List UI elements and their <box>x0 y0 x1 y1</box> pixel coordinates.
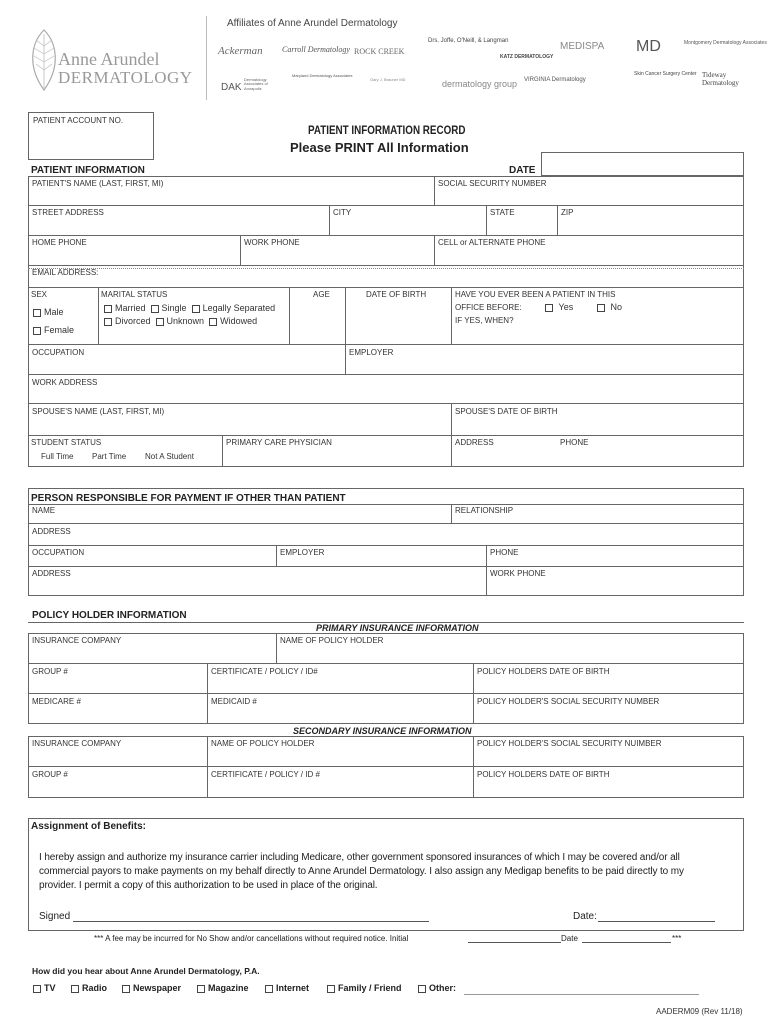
affiliate-logo: KATZ DERMATOLOGY <box>500 54 554 60</box>
label: POLICY HOLDERS DATE OF BIRTH <box>477 770 610 779</box>
label: PRIMARY CARE PHYSICIAN <box>226 438 332 447</box>
affiliate-logo: VIRGINIA Dermatology <box>524 77 586 83</box>
affiliate-logo: DAK <box>221 82 242 93</box>
married-option[interactable] <box>104 303 146 313</box>
resp-address2-field[interactable] <box>28 566 487 596</box>
label: Other: <box>429 983 456 993</box>
label: WORK PHONE <box>244 238 300 247</box>
resp-phone-field[interactable] <box>486 545 744 567</box>
label: Newspaper <box>133 983 182 993</box>
label: HAVE YOU EVER BEEN A PATIENT IN THIS <box>455 290 616 299</box>
initial-line[interactable] <box>468 942 561 943</box>
affiliate-logo: Montgomery Dermatology Associates <box>684 40 767 46</box>
primary-ins-title: PRIMARY INSURANCE INFORMATION <box>316 623 479 633</box>
rule <box>28 622 744 623</box>
label: IF YES, WHEN? <box>455 316 514 325</box>
widowed-option[interactable] <box>209 316 257 326</box>
responsible-section-title: PERSON RESPONSIBLE FOR PAYMENT IF OTHER THAN PATIENT <box>31 493 346 504</box>
checkbox-icon[interactable] <box>327 985 335 993</box>
assignment-title: Assignment of Benefits: <box>31 821 147 832</box>
label: OCCUPATION <box>32 348 85 357</box>
sec-holder-name-field[interactable] <box>207 736 474 767</box>
sec-certificate-field[interactable] <box>207 766 474 798</box>
male-option[interactable] <box>33 308 64 317</box>
label: CERTIFICATE / POLICY / ID # <box>211 770 320 779</box>
sec-holder-ssn-field[interactable] <box>473 736 744 767</box>
work-address-field[interactable] <box>28 374 744 404</box>
sec-ins-company-field[interactable] <box>28 736 208 767</box>
label: INSURANCE COMPANY <box>32 739 122 748</box>
label: Female <box>44 325 75 335</box>
state-field[interactable] <box>486 205 558 236</box>
affiliate-logo: Ackerman <box>218 45 263 57</box>
date-label: DATE <box>509 165 536 176</box>
signed-label: Signed <box>39 911 71 922</box>
label: STREET ADDRESS <box>32 208 104 217</box>
checkbox-icon[interactable] <box>197 985 205 993</box>
pcp-address-field[interactable] <box>451 435 744 467</box>
secondary-ins-title: SECONDARY INSURANCE INFORMATION <box>293 726 472 736</box>
work-phone-field[interactable] <box>240 235 435 266</box>
label: DATE OF BIRTH <box>366 290 427 299</box>
certificate-field[interactable] <box>207 663 474 694</box>
checkbox-icon[interactable] <box>156 318 164 326</box>
resp-address-field[interactable] <box>28 523 744 546</box>
checkbox-icon[interactable] <box>33 327 41 335</box>
label: Widowed <box>220 316 258 326</box>
referral-tv[interactable] <box>33 983 56 993</box>
occupation-field[interactable] <box>28 344 346 375</box>
city-field[interactable] <box>329 205 487 236</box>
label: GROUP # <box>32 667 68 676</box>
label: Single <box>161 303 187 313</box>
label: PATIENT'S NAME (LAST, FIRST, MI) <box>32 179 164 188</box>
fee-date-label: Date <box>561 934 578 943</box>
checkbox-icon[interactable] <box>33 985 41 993</box>
marital-row1 <box>104 304 275 313</box>
yes-option[interactable] <box>545 303 573 312</box>
label: NAME OF POLICY HOLDER <box>211 739 315 748</box>
label: Radio <box>82 983 108 993</box>
sec-group-field[interactable] <box>28 766 208 798</box>
label: SPOUSE'S NAME (LAST, FIRST, MI) <box>32 407 165 416</box>
account-no-box[interactable] <box>28 112 154 160</box>
dob-field[interactable] <box>345 287 452 345</box>
affiliates-title: Affiliates of Anne Arundel Dermatology <box>227 18 398 29</box>
patient-section-title: PATIENT INFORMATION <box>31 165 145 176</box>
logo <box>24 26 200 96</box>
referral-family[interactable] <box>327 983 402 993</box>
checkbox-icon[interactable] <box>104 305 112 313</box>
affiliate-logo: Dermatology Associates of Annapolis <box>244 77 268 91</box>
divorced-option[interactable] <box>104 316 151 326</box>
ins-company-field[interactable] <box>28 633 277 664</box>
label: OFFICE BEFORE: <box>455 303 522 312</box>
resp-name-field[interactable] <box>28 504 452 524</box>
affiliate-logo: Carroll Dermatology <box>282 45 350 54</box>
label: MEDICAID # <box>211 697 257 706</box>
checkbox-icon[interactable] <box>545 304 553 312</box>
other-line[interactable] <box>464 994 699 995</box>
resp-relationship-field[interactable] <box>451 504 744 524</box>
policy-section-title: POLICY HOLDER INFORMATION <box>32 610 187 621</box>
label: POLICY HOLDER'S SOCIAL SECURITY NUIMBER <box>477 739 662 748</box>
ssn-field[interactable] <box>434 176 744 206</box>
label: SPOUSE'S DATE OF BIRTH <box>455 407 558 416</box>
referral-radio[interactable] <box>71 983 107 993</box>
logo-line2: DERMATOLOGY <box>58 68 193 87</box>
marital-row2 <box>104 317 257 326</box>
holder-name-field[interactable] <box>276 633 744 664</box>
checkbox-icon[interactable] <box>209 318 217 326</box>
group-field[interactable] <box>28 663 208 694</box>
label: Yes <box>558 302 574 312</box>
affiliate-logo: Maryland Dermatology Associates <box>292 73 353 78</box>
label: NAME OF POLICY HOLDER <box>280 636 384 645</box>
spouse-name-field[interactable] <box>28 403 452 436</box>
label: CERTIFICATE / POLICY / ID# <box>211 667 318 676</box>
checkbox-icon[interactable] <box>104 318 112 326</box>
label: Unknown <box>166 316 205 326</box>
home-phone-field[interactable] <box>28 235 241 266</box>
label: EMPLOYER <box>349 348 394 357</box>
checkbox-icon[interactable] <box>265 985 273 993</box>
label: INSURANCE COMPANY <box>32 636 122 645</box>
holder-dob-field[interactable] <box>473 663 744 694</box>
header-divider <box>206 16 207 100</box>
assignment-line1: I hereby assign and authorize my insurance carrier including Medicare, other government sponsored insurances of which I may be covered and/or all <box>39 852 680 863</box>
affiliate-logo: Drs. Joffe, O'Neill, & Langman <box>428 38 509 44</box>
logo-line1: Anne Arundel <box>58 49 160 69</box>
label: GROUP # <box>32 770 68 779</box>
single-option[interactable] <box>151 303 187 313</box>
sign-date-line[interactable] <box>598 921 715 922</box>
label: MEDICARE # <box>32 697 81 706</box>
label: POLICY HOLDERS DATE OF BIRTH <box>477 667 610 676</box>
label: POLICY HOLDER'S SOCIAL SECURITY NUMBER <box>477 697 660 706</box>
age-field[interactable] <box>289 287 346 345</box>
label: ADDRESS <box>455 438 494 447</box>
referral-magazine[interactable] <box>197 983 249 993</box>
label: Internet <box>276 983 310 993</box>
affiliate-logo: ROCK CREEK <box>354 47 405 56</box>
label: WORK PHONE <box>490 569 546 578</box>
label: NAME <box>32 506 56 515</box>
label: SOCIAL SECURITY NUMBER <box>438 179 547 188</box>
affiliate-logo: MEDISPA <box>560 41 605 52</box>
label: STATE <box>490 208 515 217</box>
referral-internet[interactable] <box>265 983 309 993</box>
cell-phone-field[interactable] <box>434 235 744 266</box>
signature-line[interactable] <box>73 921 429 922</box>
prev-patient-field <box>451 287 744 345</box>
referral-newspaper[interactable] <box>122 983 181 993</box>
resp-work-phone-field[interactable] <box>486 566 744 596</box>
referral-question: How did you hear about Anne Arundel Dermatology, P.A. <box>32 966 260 976</box>
student-status-field <box>28 435 223 467</box>
form-code: AADERM09 (Rev 11/18) <box>656 1007 743 1016</box>
unknown-option[interactable] <box>156 316 205 326</box>
assignment-line2: commercial payors to make payments on my behalf directly to Anne Arundel Dermatology. I also assign any Medigap benefits to be paid directly to my <box>39 866 684 877</box>
checkbox-icon[interactable] <box>33 309 41 317</box>
account-no-label: PATIENT ACCOUNT NO. <box>33 116 124 125</box>
checkbox-icon[interactable] <box>418 985 426 993</box>
separated-option[interactable] <box>192 303 276 313</box>
form-subtitle: Please PRINT All Information <box>290 140 469 155</box>
sign-date-label: Date: <box>573 911 597 922</box>
date-input[interactable] <box>541 152 744 176</box>
zip-field[interactable] <box>557 205 744 236</box>
affiliate-logo: MD <box>636 38 661 55</box>
label: AGE <box>313 290 330 299</box>
label: Family / Friend <box>338 983 402 993</box>
spouse-dob-field[interactable] <box>451 403 744 436</box>
patient-name-field[interactable] <box>28 176 435 206</box>
fee-end: *** <box>672 934 682 943</box>
form-title: PATIENT INFORMATION RECORD <box>308 123 466 137</box>
female-option[interactable] <box>33 326 74 335</box>
label: Magazine <box>208 983 249 993</box>
fee-date-line[interactable] <box>582 942 671 943</box>
resp-employer-field[interactable] <box>276 545 487 567</box>
marital-label: MARITAL STATUS <box>101 290 168 299</box>
not-student-option[interactable]: Not A Student <box>145 452 194 461</box>
street-field[interactable] <box>28 205 330 236</box>
label: Divorced <box>115 316 151 326</box>
label: CITY <box>333 208 352 217</box>
label: OCCUPATION <box>32 548 85 557</box>
label: Married <box>115 303 146 313</box>
employer-field[interactable] <box>345 344 744 375</box>
checkbox-icon[interactable] <box>71 985 79 993</box>
label: STUDENT STATUS <box>31 438 102 447</box>
sex-label: SEX <box>31 290 48 299</box>
label: EMPLOYER <box>280 548 325 557</box>
affiliate-logo: Gary J. Brauner MD <box>370 77 406 82</box>
pcp-field[interactable] <box>222 435 452 467</box>
label: RELATIONSHIP <box>455 506 514 515</box>
label: CELL or ALTERNATE PHONE <box>438 238 546 247</box>
marital-field <box>98 287 290 345</box>
referral-other[interactable] <box>418 983 456 993</box>
label: TV <box>44 983 56 993</box>
checkbox-icon[interactable] <box>122 985 130 993</box>
label: EMAIL ADDRESS: <box>32 268 99 277</box>
label: PHONE <box>560 438 589 447</box>
sec-holder-dob-field[interactable] <box>473 766 744 798</box>
affiliate-logo: Skin Cancer Surgery Center <box>634 71 697 77</box>
resp-occupation-field[interactable] <box>28 545 277 567</box>
sex-field <box>28 287 99 345</box>
label: ADDRESS <box>32 527 71 536</box>
label: WORK ADDRESS <box>32 378 98 387</box>
part-time-option[interactable]: Part Time <box>92 452 127 461</box>
rule <box>28 268 744 269</box>
holder-ssn-field[interactable] <box>473 693 744 724</box>
no-option[interactable] <box>597 303 622 312</box>
label: PHONE <box>490 548 519 557</box>
fee-notice: *** A fee may be incurred for No Show and/or cancellations without required notice. Initial <box>94 934 409 943</box>
label: Male <box>44 307 64 317</box>
label: HOME PHONE <box>32 238 87 247</box>
medicare-field[interactable] <box>28 693 208 724</box>
label: ZIP <box>561 208 574 217</box>
affiliate-logo: Tideway Dermatology <box>702 71 739 87</box>
label: No <box>610 302 623 312</box>
checkbox-icon[interactable] <box>597 304 605 312</box>
affiliate-logo: dermatology group <box>442 79 518 89</box>
label: Legally Separated <box>202 303 276 313</box>
full-time-option[interactable]: Full Time <box>41 452 74 461</box>
checkbox-icon[interactable] <box>151 305 159 313</box>
medicaid-field[interactable] <box>207 693 474 724</box>
label: ADDRESS <box>32 569 71 578</box>
checkbox-icon[interactable] <box>192 305 200 313</box>
assignment-line3: provider. I permit a copy of this authorization to be used in place of the original. <box>39 880 378 891</box>
